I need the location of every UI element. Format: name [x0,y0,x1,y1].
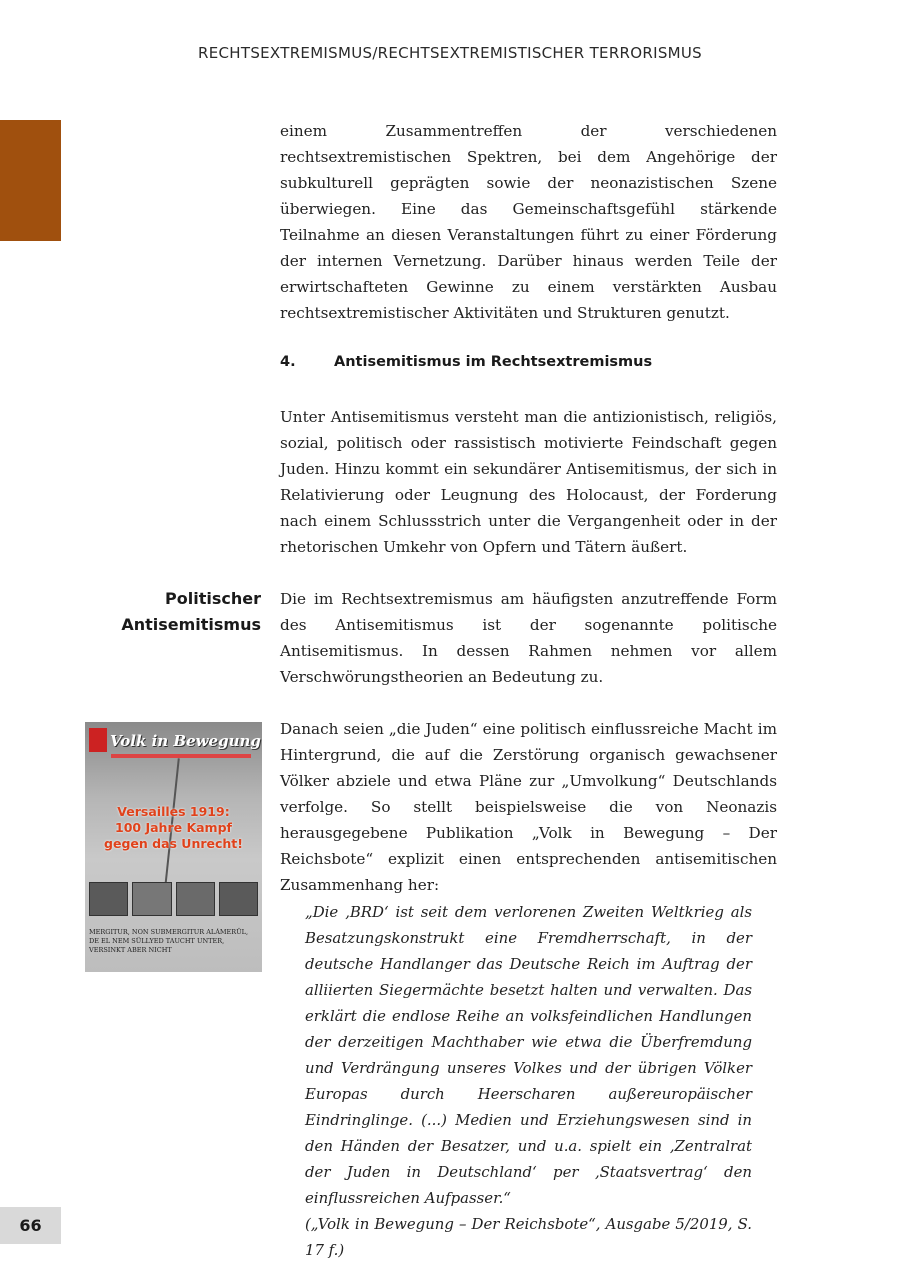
cover-photo [219,882,258,916]
paragraph-event-networking: einem Zusammentreffen der verschiedenen rechtsextremistischen Spektren, bei dem Angehörige der subkulturell geprägten sowie der neonazistischen Szene überwiegen. Eine das Gemeinschaftsgefühl stärkende Teilnahme an diesen Veranstaltungen führt zu einer Förderung der internen Vernetzung. Darüber hinaus werden Teile der erwirtschafteten Gewinne zu einem verstärkten Ausbau rechtsextremistischer Aktivitäten und Strukturen genutzt. [280,122,777,322]
chapter-color-tab [0,120,61,241]
cover-photo [132,882,171,916]
magazine-cover-image [85,722,262,972]
cover-headline-line-2: 100 Jahre Kampf [115,820,232,835]
margin-note [121,586,261,638]
paragraph-definition: Unter Antisemitismus versteht man die antizionistisch, religiös, sozial, politisch oder rassistisch motivierte Feindschaft gegen Juden. Hinzu kommt ein sekundärer Antisemitismus, der sich in Relativierung oder Leugnung des Holocaust, der Forderung nach einem Schlussstrich unter die Vergangenheit oder in der rhetorischen Umkehr von Opfern und Tätern äußert. [280,408,777,556]
cover-subtitle-bar [111,754,251,758]
quote-text: „Die ‚BRD‘ ist seit dem verlorenen Zweiten Weltkrieg als Besatzungskonstrukt eine Fremdherrschaft, in der deutsche Handlanger das Deutsche Reich im Auftrag der alliierten Siegermächte besetzt halten und verwalten. Das erklärt die endlose Reihe an volksfeindlichen Handlungen der derzeitigen Machthaber wie etwa die Überfremdung und Verdrängung unseres Volkes und der übrigen Völker Europas durch Heerscharen außereuropäischer Eindringlinge. (...) Medien und Erziehungswesen sind in den Händen der Besatzer, und u.a. spielt ein ‚Zentralrat der Juden in Deutschland‘ per ‚Staatsvertrag‘ den einflussreichen Aufpasser.“ [305,903,752,1207]
cover-headline-line-3: gegen das Unrecht! [104,836,243,851]
cover-photo-strip [89,882,258,916]
cover-headline-line-1: Versailles 1919: [117,804,230,819]
cover-photo [89,882,128,916]
margin-note-line-2: Antisemitismus [121,615,261,634]
paragraph-conspiracy: Danach seien „die Juden“ eine politisch einflussreiche Macht im Hintergrund, die auf die Zerstörung organisch gewachsener Völker abziele und etwa Pläne zur „Umvolkung“ Deutschlands verfolge. So stellt beispielsweise die von Neonazis herausgegebene Publikation „Volk in Bewegung – Der Reichsbote“ explizit einen entsprechenden antisemitischen Zusammenhang her: [280,720,777,894]
page-number: 66 [0,1207,61,1244]
margin-note-line-1: Politischer [165,589,261,608]
paragraph-political-antisemitism: Die im Rechtsextremismus am häufigsten anzutreffende Form des Antisemitismus ist der sogenannte politische Antisemitismus. In dessen Rahmen nehmen vor allem Verschwörungstheorien an Bedeutung zu. [280,590,777,686]
section-number: 4. [280,354,296,370]
cover-footer-motto: MERGITUR, NON SUBMERGITUR ALÁMERÜL, DE EL NEM SÜLLYED TAUCHT UNTER, VERSINKT ABER NICHT [89,928,249,954]
running-header: RECHTSEXTREMISMUS/RECHTSEXTREMISTISCHER TERRORISMUS [198,44,702,62]
cover-title: Volk in Bewegung [110,732,261,750]
block-quote [305,899,752,1263]
cover-logo-icon [89,728,107,752]
cover-photo [176,882,215,916]
section-title: Antisemitismus im Rechtsextremismus [334,354,653,370]
cover-headline [85,804,262,852]
section-heading [280,354,652,370]
quote-citation: („Volk in Bewegung – Der Reichsbote“, Ausgabe 5/2019, S. 17 f.) [305,1215,752,1259]
